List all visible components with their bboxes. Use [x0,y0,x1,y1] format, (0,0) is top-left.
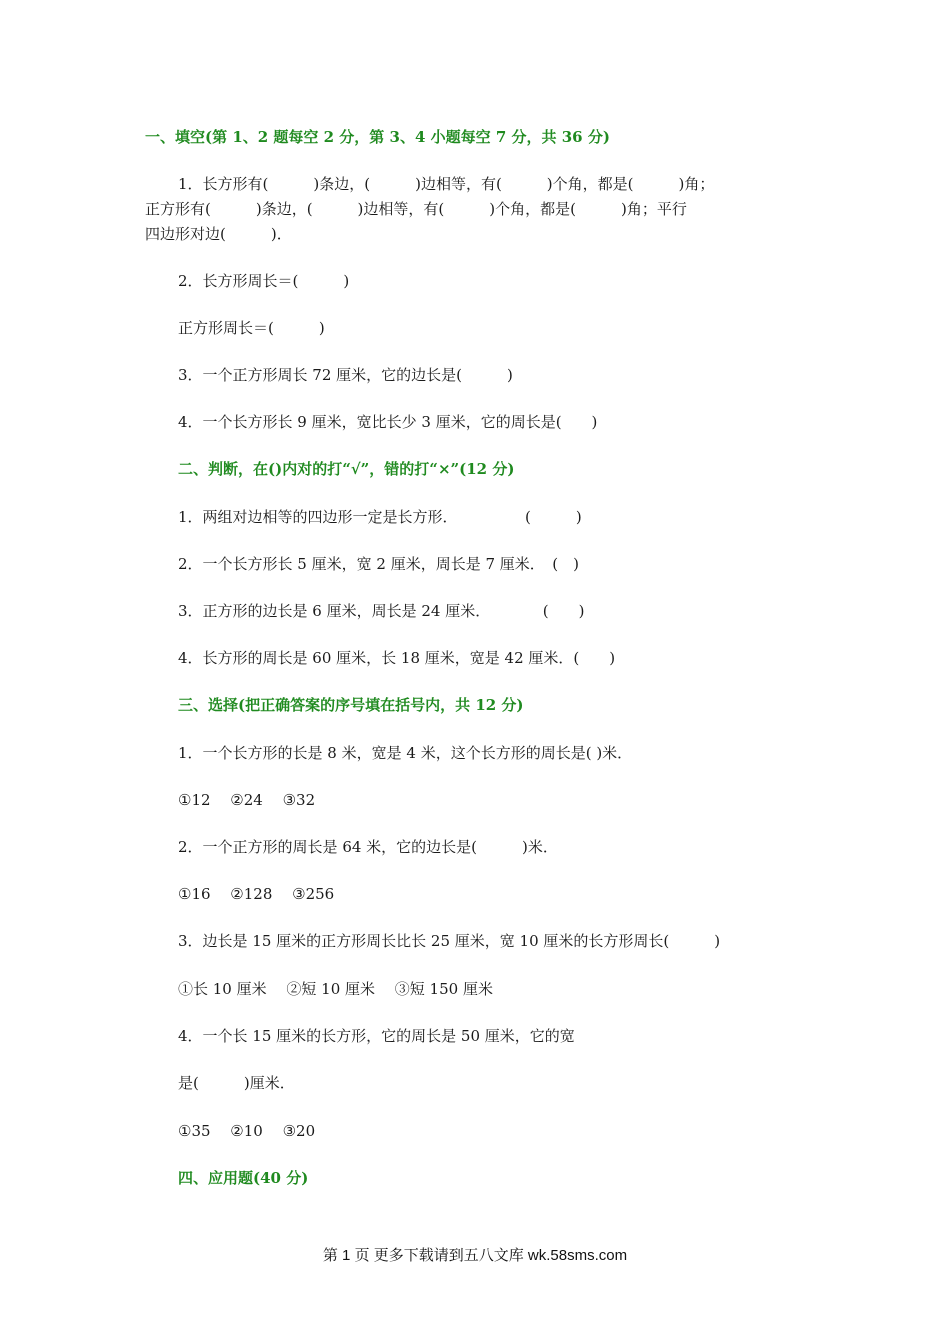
s1-q2a: 2．长方形周长＝( ) [178,272,350,290]
s3-q4-options: ①35 ②10 ③20 [178,1122,316,1140]
s3-q3: 3．边长是 15 厘米的正方形周长比长 25 厘米，宽 10 厘米的长方形周长( ) [178,932,721,950]
s1-q1-line3: 四边形对边( )． [145,225,292,243]
s3-q3-options: ①长 10 厘米 ②短 10 厘米 ③短 150 厘米 [178,980,493,998]
s2-item-2: 2．一个长方形长 5 厘米，宽 2 厘米，周长是 7 厘米． ( ) [178,555,579,573]
s2-item-3: 3．正方形的边长是 6 厘米，周长是 24 厘米． ( ) [178,602,585,620]
s3-q4-line1: 4．一个长 15 厘米的长方形，它的周长是 50 厘米，它的宽 [178,1027,575,1045]
s2-item-1: 1．两组对边相等的四边形一定是长方形． ( ) [178,508,582,526]
s3-q1: 1．一个长方形的长是 8 米，宽是 4 米，这个长方形的周长是( )米． [178,744,633,762]
s1-q1-line1: 1．长方形有( )条边，( )边相等，有( )个角，都是( )角； [178,175,715,193]
section3-heading: 三、选择(把正确答案的序号填在括号内，共 12 分) [178,696,524,714]
s1-q2b: 正方形周长＝( ) [178,319,325,337]
s2-item-4: 4．长方形的周长是 60 厘米，长 18 厘米，宽是 42 厘米．( ) [178,649,616,667]
section4-heading: 四、应用题(40 分) [178,1169,309,1187]
section2-heading: 二、判断，在()内对的打“√”，错的打“×”(12 分) [178,460,515,478]
section1-heading: 一、填空(第 1、2 题每空 2 分，第 3、4 小题每空 7 分，共 36 分) [145,128,610,146]
s1-q3: 3．一个正方形周长 72 厘米，它的边长是( ) [178,366,513,384]
s1-q1-line2: 正方形有( )条边，( )边相等，有( )个角，都是( )角；平行 [145,200,687,218]
s3-q1-options: ①12 ②24 ③32 [178,791,316,809]
s3-q4-line2: 是( )厘米． [178,1074,295,1092]
page-footer: 第 1 页 更多下载请到五八文库 wk.58sms.com [322,1247,628,1264]
s1-q4: 4．一个长方形长 9 厘米，宽比长少 3 厘米，它的周长是( ) [178,413,598,431]
s3-q2: 2．一个正方形的周长是 64 米，它的边长是( )米． [178,838,558,856]
s3-q2-options: ①16 ②128 ③256 [178,885,335,903]
